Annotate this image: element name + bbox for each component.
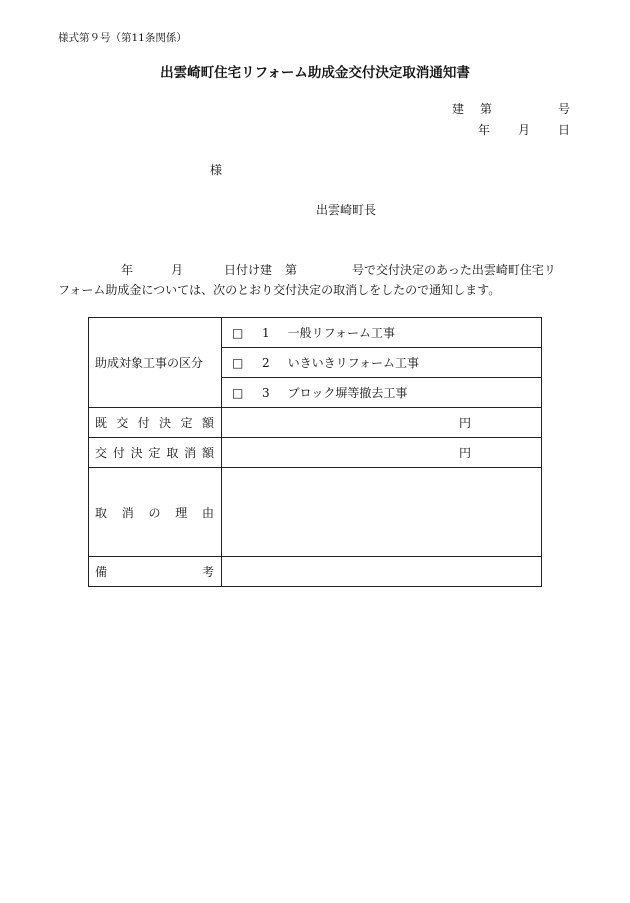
label-char: 取 — [166, 446, 179, 460]
body-line-2: フォーム助成金については、次のとおり交付決定の取消しをしたので通知します。 — [58, 283, 501, 297]
label-char: 考 — [201, 565, 214, 579]
reference-prefix: 建 — [452, 102, 465, 116]
label-char: 既 — [95, 416, 108, 430]
addressee-suffix: 様 — [210, 163, 223, 177]
reference-go: 号 — [558, 102, 571, 116]
document-title: 出雲崎町住宅リフォーム助成金交付決定取消通知書 — [160, 65, 470, 81]
form-number: 様式第９号（第11条関係） — [58, 32, 187, 44]
option-3-number: 3 — [262, 386, 270, 400]
checkbox-1[interactable]: □ — [232, 326, 244, 340]
label-char: 額 — [201, 446, 214, 460]
checkbox-2[interactable]: □ — [232, 356, 244, 370]
label-char: 由 — [201, 505, 214, 520]
body-dai: 第 — [285, 263, 298, 277]
label-char: 決 — [159, 416, 172, 430]
checkbox-3[interactable]: □ — [232, 386, 244, 400]
label-char: 交 — [116, 416, 129, 430]
table-row — [89, 408, 542, 438]
reference-dai: 第 — [480, 102, 493, 116]
category-label: 助成対象工事の区分 — [89, 318, 222, 408]
reference-year: 年 — [478, 123, 491, 137]
label-char: 交 — [95, 446, 108, 460]
label-char: 消 — [121, 505, 134, 520]
already-granted-label — [89, 408, 222, 438]
label-char: 額 — [201, 416, 214, 430]
reason-label — [89, 468, 222, 557]
cancelled-amount-label — [89, 438, 222, 468]
label-char: 理 — [175, 505, 188, 520]
remarks-label — [89, 557, 222, 587]
option-1 — [222, 318, 542, 348]
option-1-number: 1 — [262, 326, 270, 340]
label-char: 消 — [184, 446, 197, 460]
cancelled-amount[interactable]: 円 — [222, 438, 542, 468]
label-char: 備 — [95, 565, 108, 579]
option-2-number: 2 — [262, 356, 270, 370]
label-char: の — [148, 505, 161, 520]
reason-field[interactable] — [222, 468, 542, 557]
table-row — [89, 318, 542, 348]
option-3-label: ブロック塀等撤去工事 — [287, 386, 408, 400]
option-2-label: いきいきリフォーム工事 — [287, 356, 420, 370]
table-row — [89, 468, 542, 557]
label-char: 付 — [137, 416, 150, 430]
label-char: 付 — [112, 446, 125, 460]
table-row — [89, 438, 542, 468]
body-dated: 日付け建 — [224, 263, 273, 277]
already-granted-amount[interactable]: 円 — [222, 408, 542, 438]
option-2 — [222, 348, 542, 378]
label-char: 定 — [148, 446, 161, 460]
body-rest: 号で交付決定のあった出雲崎町住宅リ — [352, 263, 556, 277]
reference-month: 月 — [518, 123, 531, 137]
option-3 — [222, 378, 542, 408]
label-char: 取 — [95, 505, 108, 520]
sender-name: 出雲崎町長 — [316, 203, 377, 217]
option-1-label: 一般リフォーム工事 — [287, 326, 396, 340]
label-char: 定 — [180, 416, 193, 430]
cancellation-table — [88, 317, 542, 587]
remarks-field[interactable] — [222, 557, 542, 587]
label-char: 決 — [130, 446, 143, 460]
body-month: 月 — [171, 263, 184, 277]
body-year: 年 — [121, 263, 134, 277]
reference-day: 日 — [558, 123, 571, 137]
table-row — [89, 557, 542, 587]
